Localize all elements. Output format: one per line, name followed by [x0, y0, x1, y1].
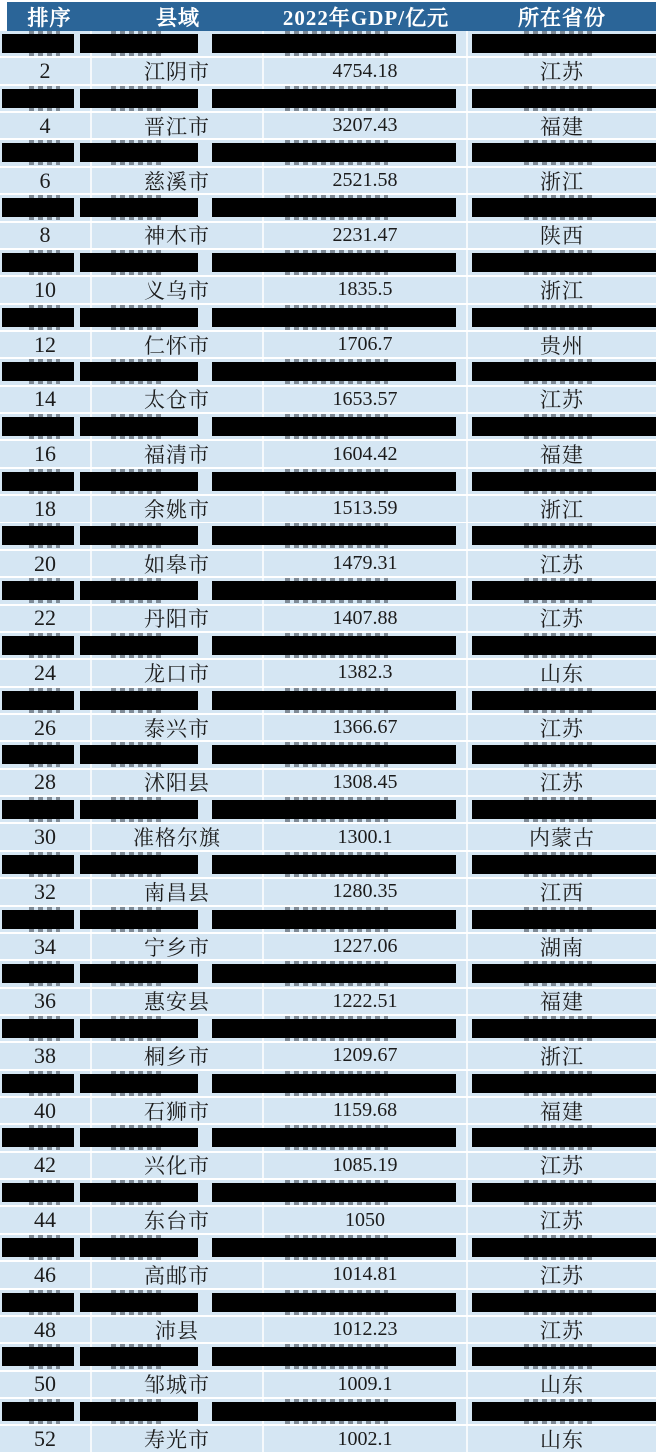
rank-cell: 52 [0, 1426, 92, 1451]
county-cell: 惠安县 [92, 989, 264, 1014]
table-row [0, 1372, 656, 1397]
province-cell: 浙江 [540, 169, 584, 194]
rank-cell: 46 [0, 1262, 92, 1287]
redaction-bar [2, 526, 74, 545]
province-cell: 江苏 [540, 1263, 584, 1288]
county-cell: 龙口市 [92, 660, 264, 685]
rank-cell: 18 [0, 496, 92, 521]
header-county: 县域 [156, 5, 200, 30]
redaction-bar [212, 1019, 456, 1038]
rank-cell: 40 [0, 1098, 92, 1123]
redaction-bar [212, 964, 456, 983]
table-row [0, 1098, 656, 1123]
province-cell: 江苏 [540, 1209, 584, 1234]
rank-cell: 6 [0, 168, 92, 193]
table-row-redacted [0, 1016, 656, 1041]
redaction-bar [80, 143, 198, 162]
table-row [0, 1262, 656, 1287]
table-row-redacted [0, 140, 656, 165]
redaction-bar [2, 855, 74, 874]
gdp-cell: 1835.5 [264, 277, 468, 302]
redaction-bar [212, 417, 456, 436]
redaction-bar [212, 910, 456, 929]
province-cell: 内蒙古 [529, 826, 595, 851]
rank-cell: 30 [0, 824, 92, 849]
redaction-bar [80, 800, 198, 819]
gdp-cell: 1014.81 [264, 1262, 468, 1287]
rank-cell: 2 [0, 58, 92, 83]
redaction-bar [2, 1019, 74, 1038]
table-row [0, 277, 656, 302]
redaction-bar [80, 1238, 198, 1257]
gdp-cell: 1706.7 [264, 332, 468, 357]
redaction-bar [2, 362, 74, 381]
table-row [0, 606, 656, 631]
redaction-bar [472, 362, 656, 381]
table-row-redacted [0, 250, 656, 275]
redaction-bar [2, 34, 74, 53]
table-row-redacted [0, 414, 656, 439]
province-cell: 浙江 [540, 1045, 584, 1069]
redaction-bar [2, 1293, 74, 1312]
gdp-cell: 3207.43 [264, 113, 468, 138]
table-row-redacted [0, 86, 656, 111]
gdp-cell: 1479.31 [264, 551, 468, 576]
redaction-bar [2, 745, 74, 764]
header-province: 所在省份 [518, 5, 606, 30]
redaction-bar [472, 1128, 656, 1147]
rank-cell: 42 [0, 1153, 92, 1178]
county-cell: 泰兴市 [92, 715, 264, 740]
table-row [0, 441, 656, 466]
redaction-bar [2, 417, 74, 436]
redaction-bar [2, 89, 74, 108]
rank-cell: 24 [0, 660, 92, 685]
redaction-bar [212, 855, 456, 874]
gdp-cell: 1653.57 [264, 387, 468, 412]
county-cell: 神木市 [92, 223, 264, 248]
redaction-bar [472, 964, 656, 983]
redaction-bar [472, 253, 656, 272]
county-cell: 丹阳市 [92, 606, 264, 631]
table-row [0, 1043, 656, 1068]
province-cell: 江苏 [540, 388, 584, 413]
redaction-bar [2, 1128, 74, 1147]
county-cell: 沛县 [92, 1317, 264, 1342]
redaction-bar [472, 1074, 656, 1093]
county-cell: 江阴市 [92, 58, 264, 83]
redaction-bar [212, 745, 456, 764]
redaction-bar [472, 34, 656, 53]
county-cell: 南昌县 [92, 879, 264, 904]
redaction-bar [212, 1183, 456, 1202]
table-header [7, 2, 656, 31]
county-cell: 高邮市 [92, 1262, 264, 1287]
table-row-redacted [0, 797, 656, 822]
gdp-cell: 1009.1 [264, 1372, 468, 1397]
redaction-bar [80, 1128, 198, 1147]
redaction-bar [80, 1293, 198, 1312]
province-cell: 福建 [540, 1099, 584, 1124]
redaction-bar [472, 417, 656, 436]
redaction-bar [212, 1128, 456, 1147]
redaction-bar [472, 855, 656, 874]
province-cell: 江苏 [540, 60, 584, 85]
province-cell: 福建 [540, 990, 584, 1015]
redaction-bar [2, 1402, 74, 1421]
table-row [0, 1426, 656, 1451]
redaction-bar [472, 1019, 656, 1038]
county-cell: 如皋市 [92, 551, 264, 576]
redaction-bar [212, 143, 456, 162]
county-cell: 兴化市 [92, 1153, 264, 1178]
redaction-bar [80, 1074, 198, 1093]
gdp-cell: 1222.51 [264, 989, 468, 1014]
table-row-redacted [0, 1290, 656, 1315]
redaction-bar [80, 1402, 198, 1421]
table-row [0, 58, 656, 83]
table-row [0, 1153, 656, 1178]
redaction-bar [472, 1347, 656, 1366]
table-row-redacted [0, 1344, 656, 1369]
redaction-bar [472, 198, 656, 217]
redaction-bar [2, 964, 74, 983]
redaction-bar [472, 143, 656, 162]
redaction-bar [472, 745, 656, 764]
rank-cell: 50 [0, 1372, 92, 1397]
redaction-bar [2, 253, 74, 272]
county-cell: 余姚市 [92, 496, 264, 521]
redaction-bar [212, 1347, 456, 1366]
redaction-bar [472, 800, 656, 819]
redaction-bar [212, 800, 456, 819]
redaction-bar [2, 691, 74, 710]
redaction-bar [212, 198, 456, 217]
gdp-cell: 1513.59 [264, 496, 468, 521]
redaction-bar [212, 89, 456, 108]
rank-cell: 34 [0, 934, 92, 959]
gdp-cell: 2521.58 [264, 168, 468, 193]
gdp-cell: 1209.67 [264, 1043, 468, 1068]
redaction-bar [472, 526, 656, 545]
province-cell: 江西 [540, 880, 584, 905]
redaction-bar [212, 1402, 456, 1421]
table-row [0, 770, 656, 795]
county-cell: 桐乡市 [92, 1043, 264, 1068]
province-cell: 山东 [540, 1428, 584, 1453]
county-cell: 慈溪市 [92, 168, 264, 193]
table-row [0, 824, 656, 849]
redaction-bar [2, 143, 74, 162]
redaction-bar [212, 691, 456, 710]
redaction-bar [80, 636, 198, 655]
gdp-cell: 1366.67 [264, 715, 468, 740]
rank-cell: 44 [0, 1207, 92, 1232]
county-cell: 寿光市 [92, 1426, 264, 1451]
redaction-bar [472, 1238, 656, 1257]
rank-cell: 20 [0, 551, 92, 576]
rank-cell: 12 [0, 332, 92, 357]
redaction-bar [80, 34, 198, 53]
redaction-bar [2, 800, 74, 819]
county-cell: 福清市 [92, 441, 264, 466]
redaction-bar [80, 855, 198, 874]
gdp-cell: 1300.1 [264, 824, 468, 849]
gdp-cell: 4754.18 [264, 58, 468, 83]
rank-cell: 10 [0, 277, 92, 302]
redaction-bar [472, 1293, 656, 1312]
rank-cell: 4 [0, 113, 92, 138]
redaction-bar [80, 526, 198, 545]
redaction-bar [80, 472, 198, 491]
province-cell: 江苏 [540, 771, 584, 796]
rank-cell: 16 [0, 441, 92, 466]
redaction-bar [80, 253, 198, 272]
table-row [0, 387, 656, 412]
table-row [0, 1317, 656, 1342]
county-cell: 太仓市 [92, 387, 264, 412]
province-cell: 江苏 [540, 552, 584, 577]
rank-cell: 8 [0, 223, 92, 248]
province-cell: 福建 [540, 114, 584, 139]
redaction-bar [2, 636, 74, 655]
county-cell: 准格尔旗 [92, 824, 264, 849]
redaction-bar [2, 472, 74, 491]
gdp-cell: 1227.06 [264, 934, 468, 959]
county-cell: 宁乡市 [92, 934, 264, 959]
gdp-cell: 1050 [264, 1207, 468, 1232]
table-row [0, 1207, 656, 1232]
redaction-bar [2, 1347, 74, 1366]
rank-cell: 38 [0, 1043, 92, 1068]
province-cell: 江苏 [540, 1318, 584, 1343]
table-row [0, 934, 656, 959]
header-rank: 排序 [27, 5, 72, 30]
redaction-bar [80, 308, 198, 327]
province-cell: 浙江 [540, 278, 584, 303]
table-row-redacted [0, 305, 656, 330]
table-row [0, 660, 656, 685]
gdp-cell: 1012.23 [264, 1317, 468, 1342]
redaction-bar [2, 198, 74, 217]
page [0, 2, 656, 1456]
table-row [0, 223, 656, 248]
redaction-bar [212, 472, 456, 491]
redaction-bar [472, 581, 656, 600]
redaction-bar [2, 1183, 74, 1202]
redaction-bar [2, 1238, 74, 1257]
gdp-cell: 1382.3 [264, 660, 468, 685]
gdp-cell: 1308.45 [264, 770, 468, 795]
county-cell: 义乌市 [92, 277, 264, 302]
table-row [0, 989, 656, 1014]
province-cell: 福建 [540, 443, 584, 468]
rank-cell: 26 [0, 715, 92, 740]
redaction-bar [472, 472, 656, 491]
redaction-bar [212, 1293, 456, 1312]
redaction-bar [80, 362, 198, 381]
rank-cell: 22 [0, 606, 92, 631]
county-cell: 仁怀市 [92, 332, 264, 357]
gdp-cell: 1604.42 [264, 441, 468, 466]
gdp-cell: 1407.88 [264, 606, 468, 631]
redaction-bar [212, 1074, 456, 1093]
redaction-bar [80, 1019, 198, 1038]
redaction-bar [80, 691, 198, 710]
rank-cell: 36 [0, 989, 92, 1014]
redaction-bar [80, 417, 198, 436]
gdp-cell: 1280.35 [264, 879, 468, 904]
county-cell: 邹城市 [92, 1372, 264, 1397]
table-row [0, 168, 656, 193]
gdp-cell: 2231.47 [264, 223, 468, 248]
table-row-redacted [0, 195, 656, 220]
table-row-redacted [0, 1235, 656, 1260]
county-cell: 沭阳县 [92, 770, 264, 795]
table-row [0, 879, 656, 904]
header-gdp: 2022年GDP/亿元 [282, 5, 450, 30]
table-row-redacted [0, 359, 656, 384]
table-row-redacted [0, 1071, 656, 1096]
redaction-bar [472, 636, 656, 655]
rank-cell: 28 [0, 770, 92, 795]
province-cell: 贵州 [540, 333, 584, 358]
redaction-bar [212, 34, 456, 53]
province-cell: 江苏 [540, 607, 584, 632]
province-cell: 山东 [540, 661, 584, 686]
redaction-bar [472, 1402, 656, 1421]
table-row-redacted [0, 1399, 656, 1424]
county-cell: 东台市 [92, 1207, 264, 1232]
redaction-bar [212, 581, 456, 600]
redaction-bar [212, 636, 456, 655]
redaction-bar [472, 1183, 656, 1202]
province-cell: 江苏 [540, 1154, 584, 1179]
redaction-bar [2, 1074, 74, 1093]
redaction-bar [80, 581, 198, 600]
redaction-bar [472, 910, 656, 929]
table-row-redacted [0, 1125, 656, 1150]
rank-cell: 32 [0, 879, 92, 904]
redaction-bar [2, 910, 74, 929]
rank-cell: 48 [0, 1317, 92, 1342]
table-row-redacted [0, 523, 656, 548]
table-row-redacted [0, 907, 656, 932]
redaction-bar [80, 1183, 198, 1202]
table-row-redacted [0, 469, 656, 494]
table-row-redacted [0, 688, 656, 713]
redaction-bar [80, 198, 198, 217]
redaction-bar [472, 89, 656, 108]
redaction-bar [212, 526, 456, 545]
redaction-bar [472, 308, 656, 327]
table-row [0, 551, 656, 576]
redaction-bar [80, 1347, 198, 1366]
province-cell: 陕西 [540, 224, 584, 249]
redaction-bar [472, 691, 656, 710]
table-row-redacted [0, 633, 656, 658]
table-body [0, 31, 656, 1452]
table-row [0, 332, 656, 357]
table-row [0, 496, 656, 521]
table-row-redacted [0, 578, 656, 603]
redaction-bar [212, 253, 456, 272]
province-cell: 湖南 [540, 935, 584, 960]
redaction-bar [212, 1238, 456, 1257]
redaction-bar [80, 89, 198, 108]
county-cell: 晋江市 [92, 113, 264, 138]
redaction-bar [80, 910, 198, 929]
table-row-redacted [0, 852, 656, 877]
table-row-redacted [0, 31, 656, 56]
redaction-bar [80, 745, 198, 764]
redaction-bar [212, 308, 456, 327]
redaction-bar [2, 308, 74, 327]
gdp-cell: 1085.19 [264, 1153, 468, 1178]
table-row-redacted [0, 1180, 656, 1205]
province-cell: 山东 [540, 1373, 584, 1398]
table-row [0, 113, 656, 138]
gdp-cell: 1002.1 [264, 1426, 468, 1451]
redaction-bar [80, 964, 198, 983]
redaction-bar [212, 362, 456, 381]
rank-cell: 14 [0, 387, 92, 412]
table-row-redacted [0, 742, 656, 767]
redaction-bar [2, 581, 74, 600]
table-row [0, 715, 656, 740]
province-cell: 江苏 [540, 716, 584, 741]
county-cell: 石狮市 [92, 1098, 264, 1123]
table-row-redacted [0, 961, 656, 986]
county-gdp-table [0, 2, 656, 1452]
gdp-cell: 1159.68 [264, 1098, 468, 1123]
province-cell: 浙江 [540, 497, 584, 522]
